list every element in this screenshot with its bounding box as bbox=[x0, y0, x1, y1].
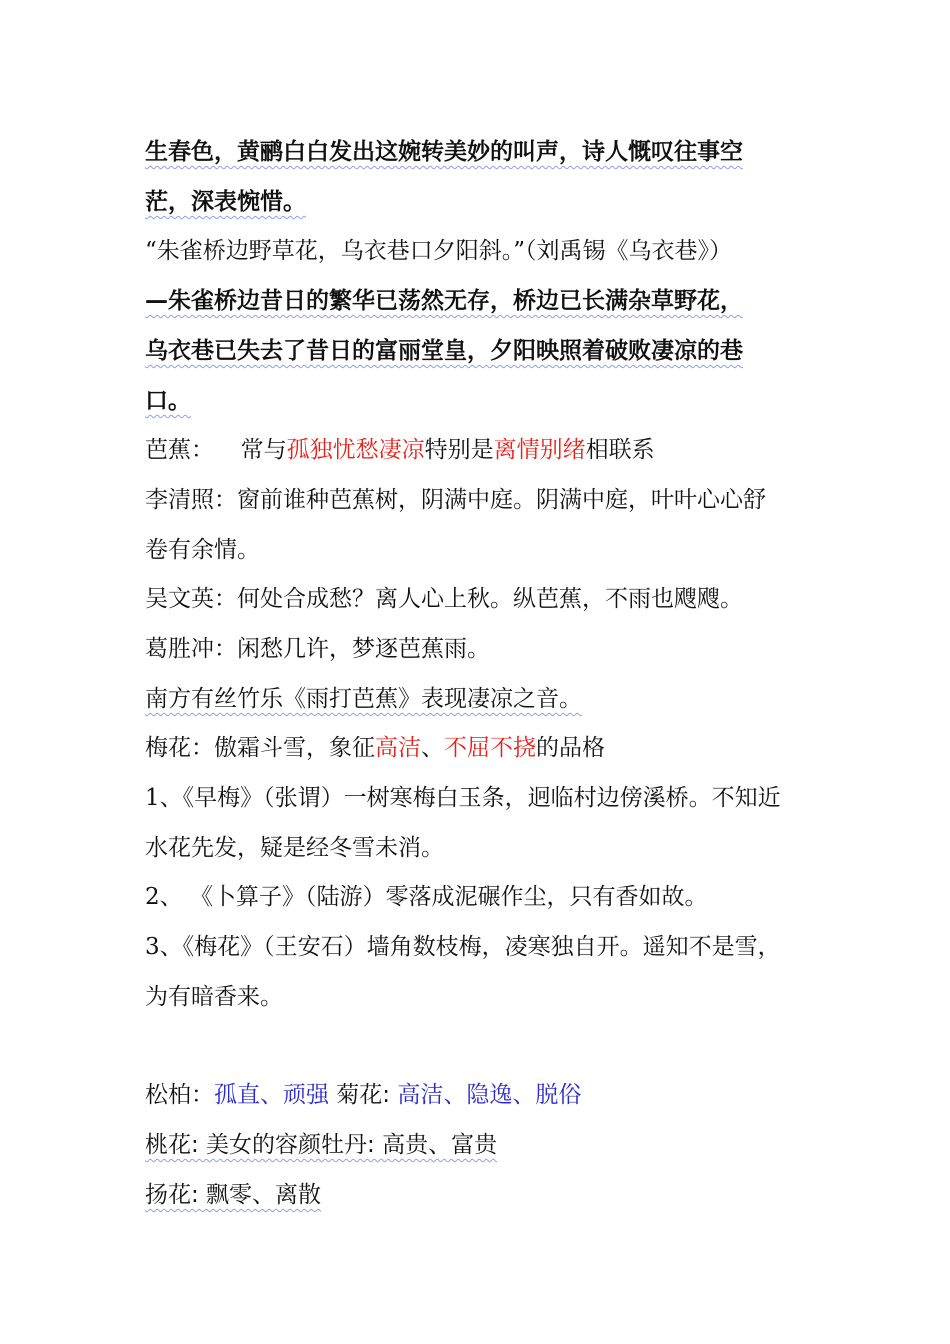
highlight-blue: 孤直、顽强 bbox=[214, 1082, 329, 1108]
poem-line: 葛胜冲：闲愁几许，梦逐芭蕉雨。 bbox=[145, 636, 490, 662]
highlight-blue: 高洁、隐逸、脱俗 bbox=[397, 1082, 582, 1108]
quote-line: “朱雀桥边野草花，乌衣巷口夕阳斜。”（刘禹锡《乌衣巷》） bbox=[145, 238, 733, 264]
highlight-red: 离情别绪 bbox=[493, 437, 586, 463]
text-line: —朱雀桥边昔日的繁华已荡然无存，桥边已长满杂草野花， bbox=[145, 288, 743, 314]
text-line: 茫，深表惋惜。 bbox=[145, 189, 306, 215]
poem-line: 水花先发，疑是经冬雪未消。 bbox=[145, 835, 444, 861]
text-line: 口。 bbox=[145, 388, 191, 414]
poem-line: 2、 《卜算子》（陆游）零落成泥碾作尘，只有香如故。 bbox=[145, 884, 708, 910]
taohua-line: 桃花: 美女的容颜牡丹: 高贵、富贵 bbox=[145, 1132, 498, 1158]
poem-line: 李清照：窗前谁种芭蕉树，阴满中庭。阴满中庭，叶叶心心舒 bbox=[145, 487, 766, 513]
poem-line: 吴文英：何处合成愁？离人心上秋。纵芭蕉，不雨也飕飕。 bbox=[145, 586, 743, 612]
poem-line: 为有暗香来。 bbox=[145, 984, 283, 1010]
poem-line: 1、《早梅》（张谓）一树寒梅白玉条，迥临村边傍溪桥。不知近 bbox=[145, 785, 781, 811]
yanghua-line: 扬花: 飘零、离散 bbox=[145, 1182, 322, 1208]
poem-line: 3、《梅花》（王安石）墙角数枝梅，凌寒独自开。遥知不是雪， bbox=[145, 934, 781, 960]
text-line: 生春色，黄鹂白白发出这婉转美妙的叫声，诗人慨叹往事空 bbox=[145, 139, 743, 165]
highlight-red: 孤独忧愁凄凉 bbox=[286, 437, 425, 463]
text-line: 南方有丝竹乐《雨打芭蕉》表现凄凉之音。 bbox=[145, 686, 582, 712]
highlight-red: 高洁 bbox=[375, 735, 421, 761]
poem-line: 卷有余情。 bbox=[145, 537, 260, 563]
text-line: 乌衣巷已失去了昔日的富丽堂皇，夕阳映照着破败凄凉的巷 bbox=[145, 338, 743, 364]
songbai-line: 松柏：孤直、顽强 菊花: 高洁、隐逸、脱俗 bbox=[145, 1082, 582, 1108]
highlight-red: 不屈不挠 bbox=[444, 735, 536, 761]
meihua-heading: 梅花：傲霜斗雪，象征高洁、不屈不挠的品格 bbox=[145, 735, 605, 761]
bajiao-heading: 芭蕉： 常与孤独忧愁凄凉特别是离情别绪相联系 bbox=[145, 437, 655, 463]
